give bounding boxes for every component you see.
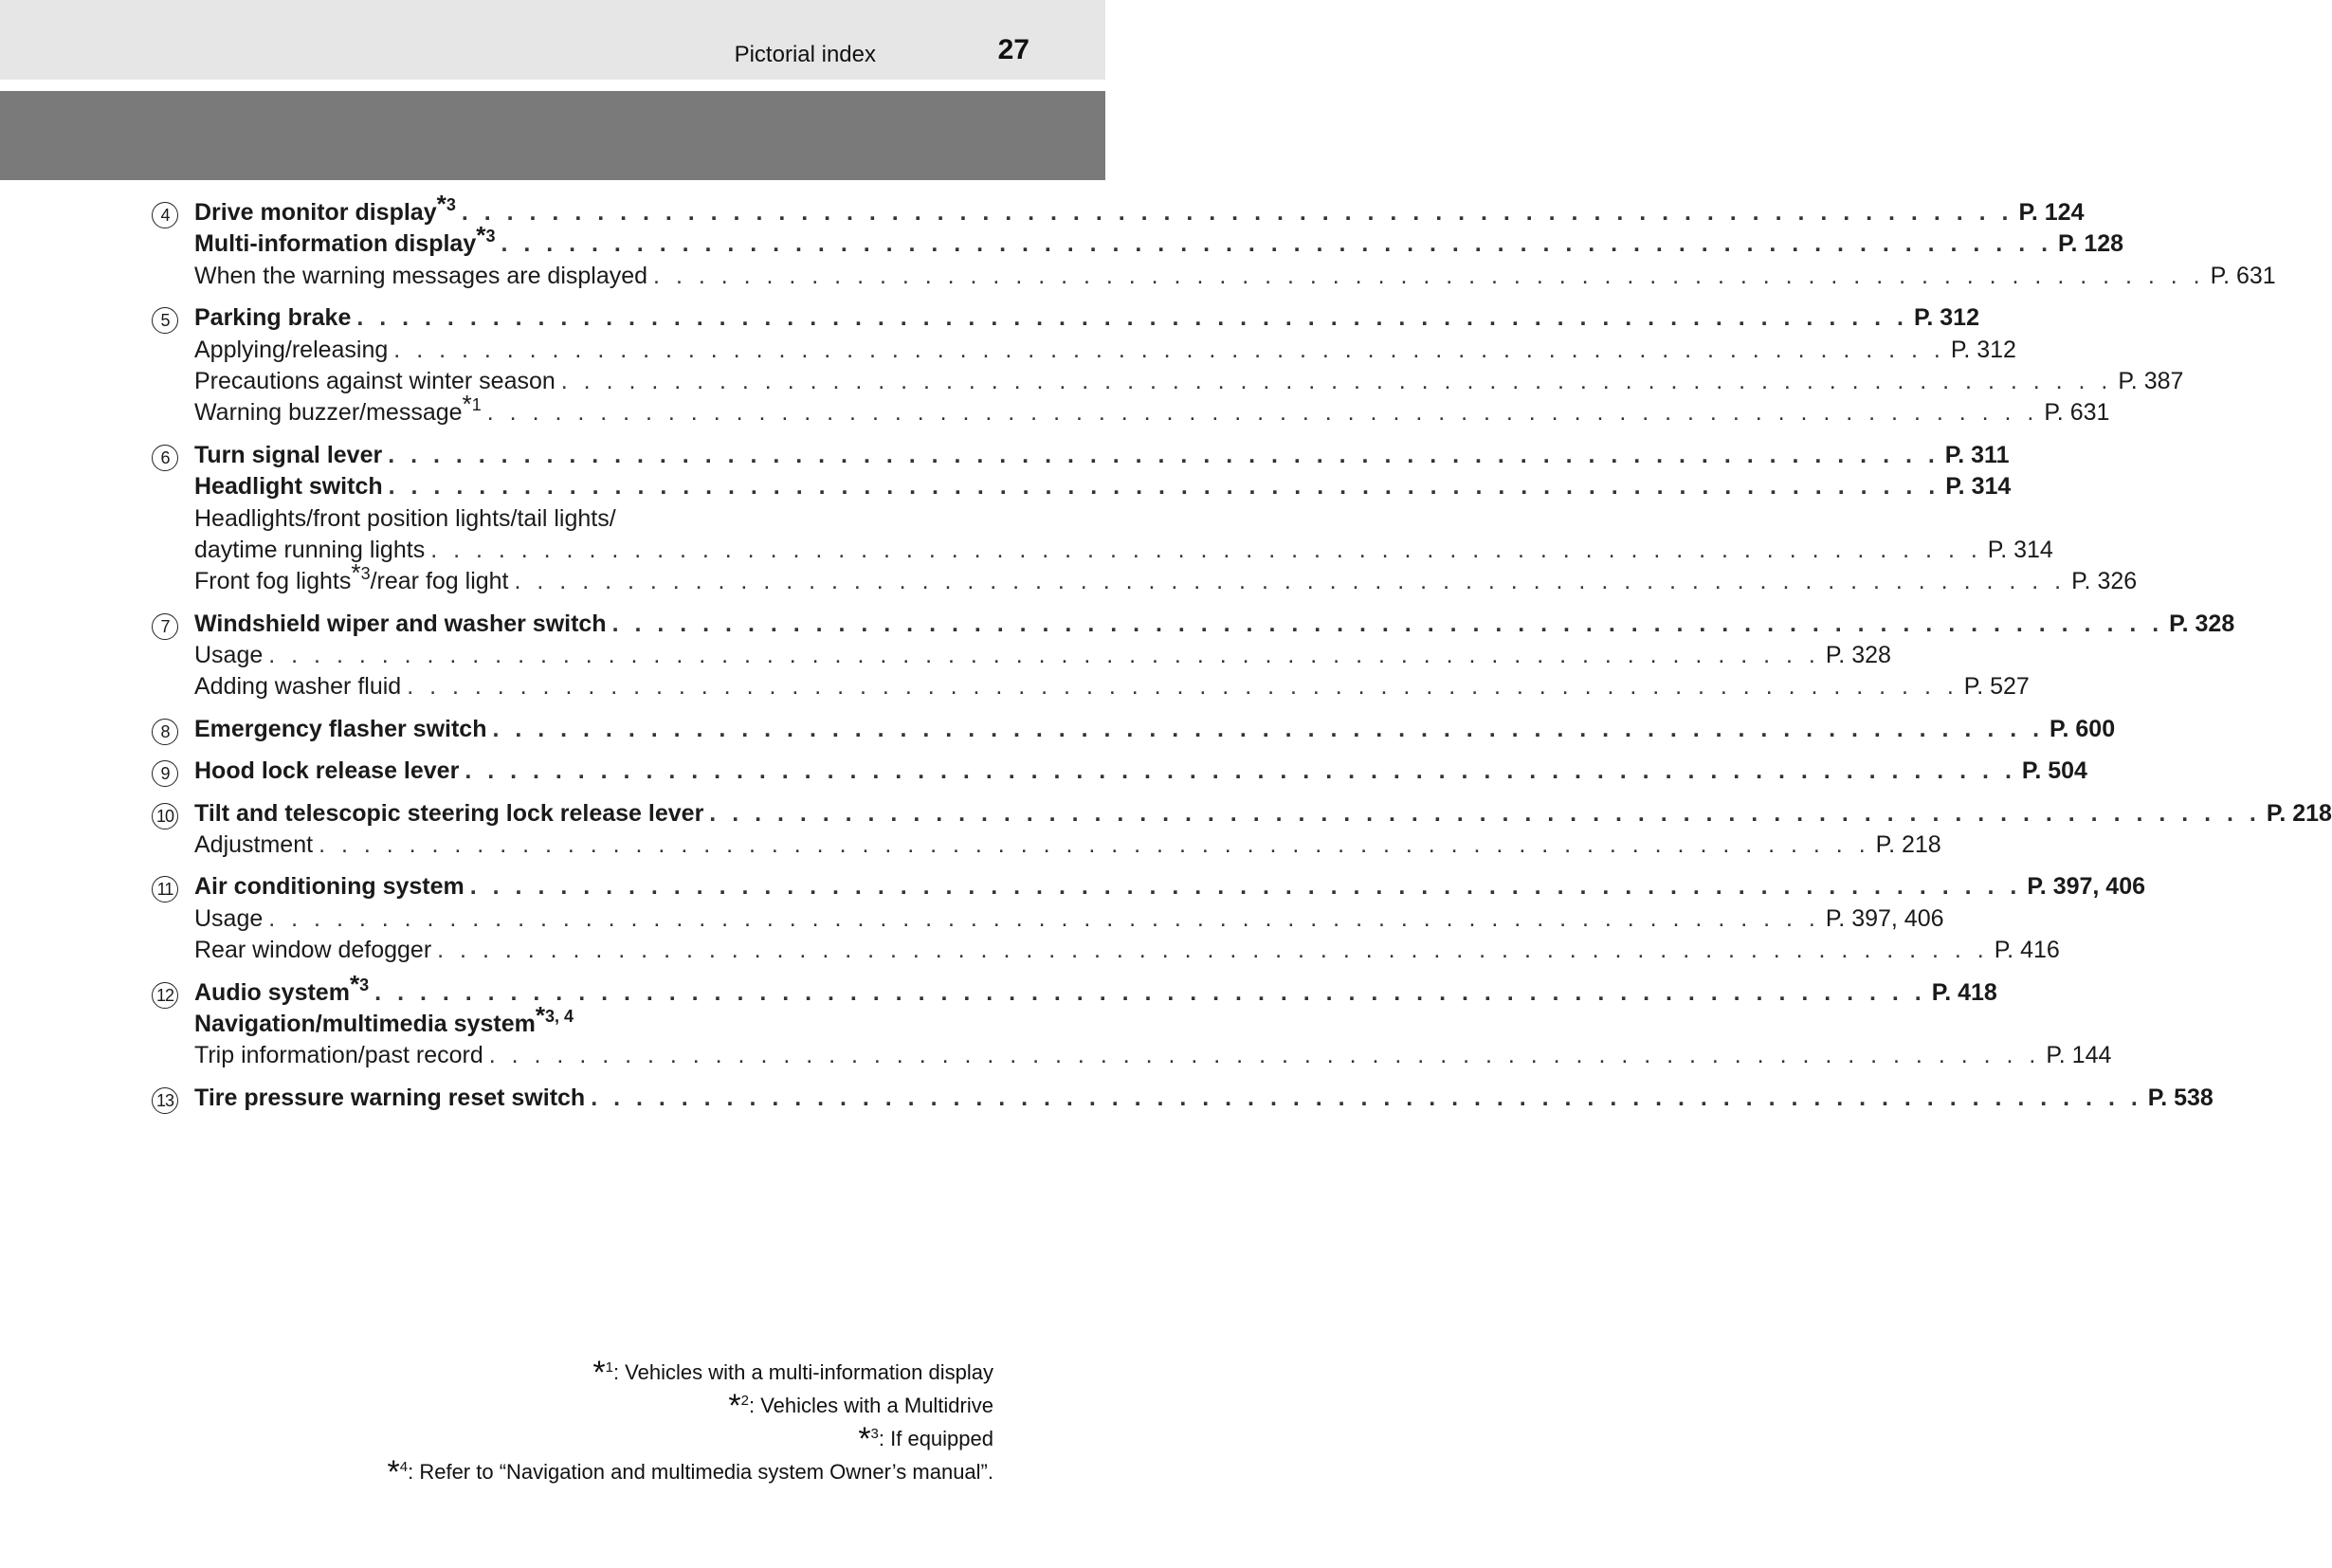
index-line[interactable] bbox=[152, 261, 2276, 292]
page-reference: P. 314 bbox=[1987, 536, 2053, 563]
leader-dots: . . . . . . . . . . . . . . . . . . . . . . . . . . . . . . . . . . . . . . . . . . . . . . . . . . . . . . . . . . . . . . . . . . . . . bbox=[437, 937, 1989, 964]
entry-label: When the warning messages are displayed bbox=[194, 262, 648, 289]
entry-label: Audio system$^{*3}$ bbox=[194, 969, 370, 1006]
entry-label: Navigation/multimedia system$^{*3, 4}$ bbox=[194, 1001, 574, 1037]
entry-label: Tilt and telescopic steering lock release lever bbox=[194, 799, 704, 827]
entry-label: Trip information/past record bbox=[194, 1042, 483, 1069]
entry-label: Front fog lights$^{*3}$/rear fog light bbox=[194, 558, 509, 595]
entry-label: Usage bbox=[194, 904, 264, 932]
page-reference: P. 128 bbox=[2058, 230, 2124, 258]
page-reference: P. 631 bbox=[2044, 399, 2110, 427]
footnotes bbox=[387, 1354, 993, 1490]
page-reference: P. 312 bbox=[1950, 336, 2016, 363]
leader-dots: . . . . . . . . . . . . . . . . . . . . . . . . . . . . . . . . . . . . . . . . . . . . . . . . . . . . . . . . . . . . . . . . . . . . . bbox=[488, 1042, 2041, 1069]
index-line[interactable] bbox=[152, 609, 2235, 640]
index-line[interactable] bbox=[152, 440, 2010, 471]
leader-dots: . . . . . . . . . . . . . . . . . . . . . . . . . . . . . . . . . . . . . . . . . . . . . . . . . . . . . . . . . . . . . . . . . . . . . bbox=[465, 757, 2016, 785]
footnote: *$^2$: Vehicles with a Multidrive bbox=[728, 1388, 993, 1424]
leader-dots: . . . . . . . . . . . . . . . . . . . . . . . . . . . . . . . . . . . . . . . . . . . . . . . . . . . . . . . . . . . . . . . . . . . . . bbox=[611, 610, 2164, 637]
page-reference: P. 311 bbox=[1944, 441, 2010, 468]
entry-label: Multi-information display$^{*3}$ bbox=[194, 221, 496, 258]
entry-label: Hood lock release lever bbox=[194, 757, 460, 785]
leader-dots: . . . . . . . . . . . . . . . . . . . . . . . . . . . . . . . . . . . . . . . . . . . . . . . . . . . . . . . . . . . . . . . . . . . . . bbox=[393, 336, 1945, 363]
leader-dots: . . . . . . . . . . . . . . . . . . . . . . . . . . . . . . . . . . . . . . . . . . . . . . . . . . . . . . . . . . . . . . . . . . . . . bbox=[653, 262, 2205, 289]
page-reference: P. 326 bbox=[2071, 568, 2138, 595]
index-line[interactable] bbox=[152, 471, 2012, 502]
item-number: 4 bbox=[152, 202, 178, 228]
index-line[interactable] bbox=[152, 798, 2332, 830]
index-item bbox=[152, 756, 2087, 787]
index-line[interactable] bbox=[152, 969, 1997, 1009]
item-number: 5 bbox=[152, 307, 178, 334]
index-line[interactable] bbox=[152, 871, 2146, 903]
item-number: 10 bbox=[152, 803, 178, 830]
page-reference: P. 600 bbox=[2050, 715, 2116, 742]
index-line[interactable] bbox=[152, 756, 2087, 787]
index-line[interactable] bbox=[152, 535, 2053, 566]
leader-dots: . . . . . . . . . . . . . . . . . . . . . . . . . . . . . . . . . . . . . . . . . . . . . . . . . . . . . . . . . . . . . . . . . . . . . bbox=[356, 304, 1908, 332]
entry-label: Usage bbox=[194, 642, 264, 669]
page-reference: P. 397, 406 bbox=[1825, 904, 1944, 932]
page-reference: P. 504 bbox=[2021, 757, 2087, 785]
index-line[interactable] bbox=[152, 1083, 2214, 1114]
entry-label: Parking brake bbox=[194, 304, 352, 332]
page-reference: P. 397, 406 bbox=[2027, 873, 2146, 901]
index-line[interactable] bbox=[152, 1040, 2112, 1071]
page-number: 27 bbox=[997, 34, 1029, 65]
entry-label: Emergency flasher switch bbox=[194, 715, 487, 742]
leader-dots: . . . . . . . . . . . . . . . . . . . . . . . . . . . . . . . . . . . . . . . . . . . . . . . . . . . . . . . . . . . . . . . . . . . . . bbox=[469, 873, 2022, 901]
index-item bbox=[152, 969, 2112, 1072]
index-line[interactable] bbox=[152, 671, 2030, 702]
index-line[interactable] bbox=[152, 221, 2124, 260]
leader-dots: . . . . . . . . . . . . . . . . . . . . . . . . . . . . . . . . . . . . . . . . . . . . . . . . . . . . . . . . . . . . . . . . . . . . . bbox=[268, 904, 1820, 932]
page-reference: P. 538 bbox=[2147, 1084, 2214, 1111]
item-number: 12 bbox=[152, 982, 178, 1009]
item-number: 8 bbox=[152, 719, 178, 745]
index-item bbox=[152, 871, 2146, 966]
index-item bbox=[152, 798, 2332, 862]
page-reference: P. 218 bbox=[1875, 831, 1941, 859]
item-number: 7 bbox=[152, 613, 178, 640]
index-line[interactable] bbox=[152, 903, 1944, 935]
page-reference: P. 527 bbox=[1963, 673, 2030, 701]
leader-dots: . . . . . . . . . . . . . . . . . . . . . . . . . . . . . . . . . . . . . . . . . . . . . . . . . . . . . . . . . . . . . . . . . . . . . bbox=[319, 831, 1870, 859]
index-line bbox=[152, 503, 948, 535]
index-item bbox=[152, 302, 2184, 429]
leader-dots: . . . . . . . . . . . . . . . . . . . . . . . . . . . . . . . . . . . . . . . . . . . . . . . . . . . . . . . . . . . . . . . . . . . . . bbox=[514, 568, 2067, 595]
page-reference: P. 218 bbox=[2266, 799, 2332, 827]
leader-dots: . . . . . . . . . . . . . . . . . . . . . . . . . . . . . . . . . . . . . . . . . . . . . . . . . . . . . . . . . . . . . . . . . . . . . bbox=[430, 536, 1982, 563]
leader-dots: . . . . . . . . . . . . . . . . . . . . . . . . . . . . . . . . . . . . . . . . . . . . . . . . . . . . . . . . . . . . . . . . . . . . . bbox=[486, 399, 2039, 427]
entry-label: Headlight switch bbox=[194, 473, 383, 501]
index-item bbox=[152, 609, 2235, 703]
index-line bbox=[152, 1001, 948, 1040]
leader-dots: . . . . . . . . . . . . . . . . . . . . . . . . . . . . . . . . . . . . . . . . . . . . . . . . . . . . . . . . . . . . . . . . . . . . . bbox=[709, 799, 2261, 827]
entry-label: Windshield wiper and washer switch bbox=[194, 610, 607, 637]
entry-label: Adjustment bbox=[194, 831, 314, 859]
leader-dots: . . . . . . . . . . . . . . . . . . . . . . . . . . . . . . . . . . . . . . . . . . . . . . . . . . . . . . . . . . . . . . . . . . . . . bbox=[374, 978, 1926, 1006]
index-item bbox=[152, 714, 2116, 745]
entry-label: Headlights/front position lights/tail lights/ bbox=[194, 504, 616, 532]
leader-dots: . . . . . . . . . . . . . . . . . . . . . . . . . . . . . . . . . . . . . . . . . . . . . . . . . . . . . . . . . . . . . . . . . . . . . bbox=[461, 199, 2013, 226]
entry-label: Turn signal lever bbox=[194, 441, 383, 468]
page-reference: P. 314 bbox=[1945, 473, 2012, 501]
footnote: *$^4$: Refer to “Navigation and multimedia system Owner’s manual”. bbox=[387, 1454, 993, 1490]
item-number: 11 bbox=[152, 876, 178, 903]
index-item bbox=[152, 190, 2276, 292]
page-reference: P. 416 bbox=[1994, 937, 2060, 964]
page-reference: P. 387 bbox=[2118, 367, 2184, 394]
page-reference: P. 144 bbox=[2046, 1042, 2112, 1069]
footnote: *$^1$: Vehicles with a multi-information display bbox=[592, 1355, 993, 1391]
leader-dots: . . . . . . . . . . . . . . . . . . . . . . . . . . . . . . . . . . . . . . . . . . . . . . . . . . . . . . . . . . . . . . . . . . . . . bbox=[560, 367, 2113, 394]
section-title: Pictorial index bbox=[734, 42, 876, 67]
entry-label: Drive monitor display$^{*3}$ bbox=[194, 190, 456, 226]
entry-label: Adding washer fluid bbox=[194, 673, 402, 701]
index-line[interactable] bbox=[152, 714, 2116, 745]
leader-dots: . . . . . . . . . . . . . . . . . . . . . . . . . . . . . . . . . . . . . . . . . . . . . . . . . . . . . . . . . . . . . . . . . . . . . bbox=[501, 230, 2053, 258]
footnote: *$^3$: If equipped bbox=[858, 1421, 993, 1457]
page-reference: P. 328 bbox=[2169, 610, 2235, 637]
index-line[interactable] bbox=[152, 190, 2085, 228]
leader-dots: . . . . . . . . . . . . . . . . . . . . . . . . . . . . . . . . . . . . . . . . . . . . . . . . . . . . . . . . . . . . . . . . . . . . . bbox=[591, 1084, 2142, 1111]
index-item bbox=[152, 440, 2138, 598]
index-line[interactable] bbox=[152, 335, 2016, 366]
index-line[interactable] bbox=[152, 302, 1979, 334]
entry-label: Rear window defogger bbox=[194, 937, 432, 964]
entry-label: Applying/releasing bbox=[194, 336, 389, 363]
entry-label: Warning buzzer/message$^{*1}$ bbox=[194, 390, 482, 427]
leader-dots: . . . . . . . . . . . . . . . . . . . . . . . . . . . . . . . . . . . . . . . . . . . . . . . . . . . . . . . . . . . . . . . . . . . . . bbox=[492, 715, 2045, 742]
header-band bbox=[0, 0, 1105, 80]
pictorial-index-list bbox=[152, 190, 2332, 1124]
page-reference: P. 124 bbox=[2018, 199, 2085, 226]
index-line[interactable] bbox=[152, 640, 1891, 671]
index-line[interactable] bbox=[152, 935, 2060, 966]
index-line[interactable] bbox=[152, 390, 2110, 428]
index-line[interactable] bbox=[152, 558, 2138, 597]
item-number: 9 bbox=[152, 760, 178, 787]
page-reference: P. 328 bbox=[1825, 642, 1891, 669]
entry-label: Tire pressure warning reset switch bbox=[194, 1084, 586, 1111]
page-reference: P. 312 bbox=[1913, 304, 1979, 332]
page-reference: P. 418 bbox=[1931, 978, 1997, 1006]
leader-dots: . . . . . . . . . . . . . . . . . . . . . . . . . . . . . . . . . . . . . . . . . . . . . . . . . . . . . . . . . . . . . . . . . . . . . bbox=[407, 673, 1959, 701]
index-line[interactable] bbox=[152, 366, 2184, 397]
page-reference: P. 631 bbox=[2210, 262, 2276, 289]
leader-dots: . . . . . . . . . . . . . . . . . . . . . . . . . . . . . . . . . . . . . . . . . . . . . . . . . . . . . . . . . . . . . . . . . . . . . bbox=[388, 473, 1940, 501]
leader-dots: . . . . . . . . . . . . . . . . . . . . . . . . . . . . . . . . . . . . . . . . . . . . . . . . . . . . . . . . . . . . . . . . . . . . . bbox=[268, 642, 1820, 669]
entry-label: Air conditioning system bbox=[194, 873, 465, 901]
header-gray-bar bbox=[0, 91, 1105, 180]
item-number: 6 bbox=[152, 445, 178, 471]
leader-dots: . . . . . . . . . . . . . . . . . . . . . . . . . . . . . . . . . . . . . . . . . . . . . . . . . . . . . . . . . . . . . . . . . . . . . bbox=[388, 441, 1940, 468]
entry-label: daytime running lights bbox=[194, 536, 426, 563]
index-line[interactable] bbox=[152, 830, 1941, 861]
item-number: 13 bbox=[152, 1087, 178, 1114]
entry-label: Precautions against winter season bbox=[194, 367, 556, 394]
index-item bbox=[152, 1083, 2214, 1114]
